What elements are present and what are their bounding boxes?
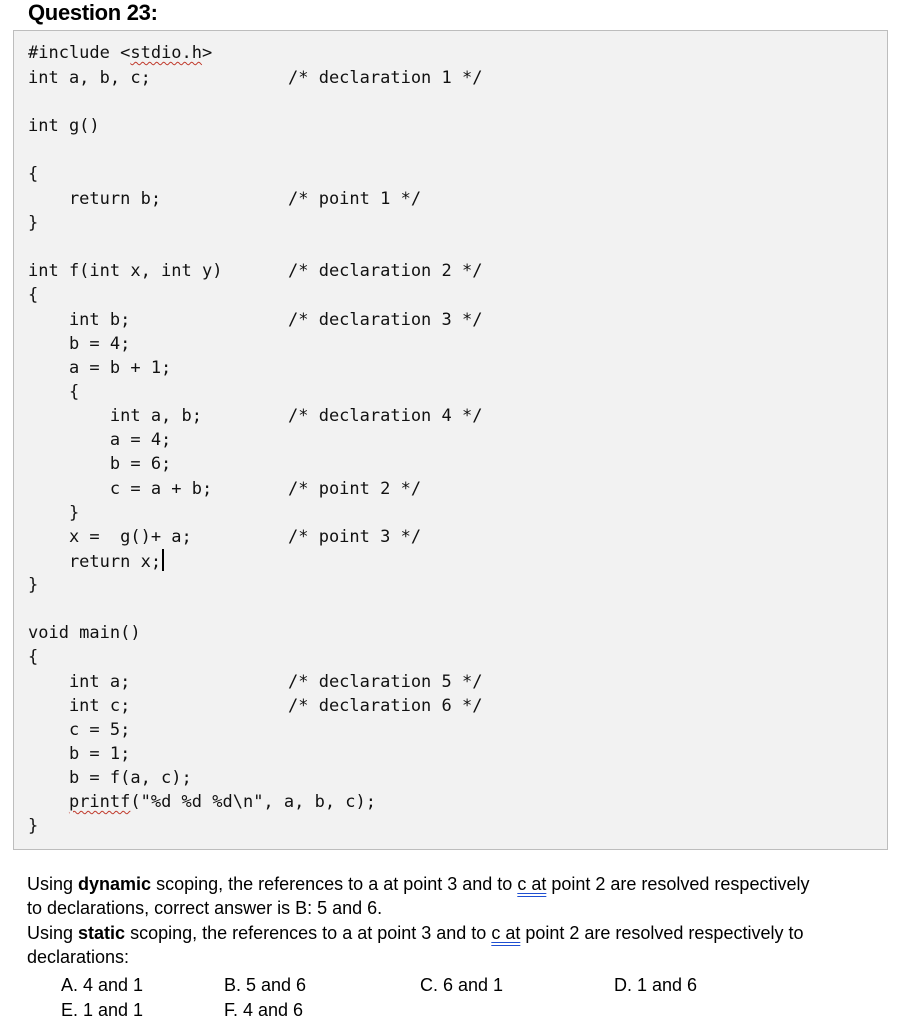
spellcheck-underline-stdio: stdio.h [130,43,203,63]
code-line: return b; [28,189,162,209]
code-line: int c; [28,696,131,716]
code-line: { [28,382,80,402]
code-line: a = b + 1; [28,358,172,378]
paragraph-static: Using static scoping, the references to a at point 3 and to c at point 2 are resolved respectively to [27,923,804,943]
code-comment: /* declaration 4 */ [288,406,483,426]
option-b: B. 5 and 6 [224,975,307,995]
code-line: } [28,213,39,233]
grammar-underline: c at [491,923,521,943]
code-comment: /* declaration 1 */ [288,68,483,88]
code-line: c = 5; [28,720,131,740]
paragraph-static-line2: declarations: [27,947,130,967]
code-line: int a, b; [28,406,202,426]
code-line: b = 6; [28,454,172,474]
option-d: D. 1 and 6 [614,975,698,995]
spellcheck-underline-printf: printf [68,792,131,812]
code-line: a = 4; [28,430,172,450]
code-line: void main() [28,623,141,643]
code-line: { [28,647,39,667]
code-line: { [28,164,39,184]
paragraph-dynamic-line2: to declarations, correct answer is B: 5 and 6. [27,898,383,918]
code-comment: /* declaration 5 */ [288,672,483,692]
code-line: int g() [28,116,100,136]
code-line: int a; [28,672,131,692]
code-line: int a, b, c; [28,68,151,88]
code-line: int b; [28,310,131,330]
paragraph-dynamic: Using dynamic scoping, the references to a at point 3 and to c at point 2 are resolved respectively [27,874,810,894]
code-comment: /* declaration 3 */ [288,310,483,330]
code-line-return: return x; [28,549,164,574]
code-line: b = 1; [28,744,131,764]
code-comment: /* point 1 */ [288,189,422,209]
option-c: C. 6 and 1 [420,975,504,995]
code-line: int f(int x, int y) [28,261,223,281]
code-line: } [28,816,39,836]
code-line: } [28,575,39,595]
code-comment: /* point 2 */ [288,479,422,499]
code-comment: /* declaration 2 */ [288,261,483,281]
question-title: Question 23: [28,0,158,25]
option-a: A. 4 and 1 [61,975,144,995]
code-line: x = g()+ a; [28,527,192,547]
code-line-printf: printf("%d %d %d\n", a, b, c); [68,792,377,812]
text-cursor [162,549,164,571]
code-line: b = 4; [28,334,131,354]
code-line-include: #include <stdio.h> [28,43,213,63]
grammar-underline: c at [517,874,547,894]
code-comment: /* point 3 */ [288,527,422,547]
code-line: } [28,503,80,523]
option-f: F. 4 and 6 [224,1000,304,1020]
option-e: E. 1 and 1 [61,1000,144,1020]
code-line: b = f(a, c); [28,768,192,788]
code-comment: /* declaration 6 */ [288,696,483,716]
code-line: { [28,285,39,305]
code-line: c = a + b; [28,479,213,499]
